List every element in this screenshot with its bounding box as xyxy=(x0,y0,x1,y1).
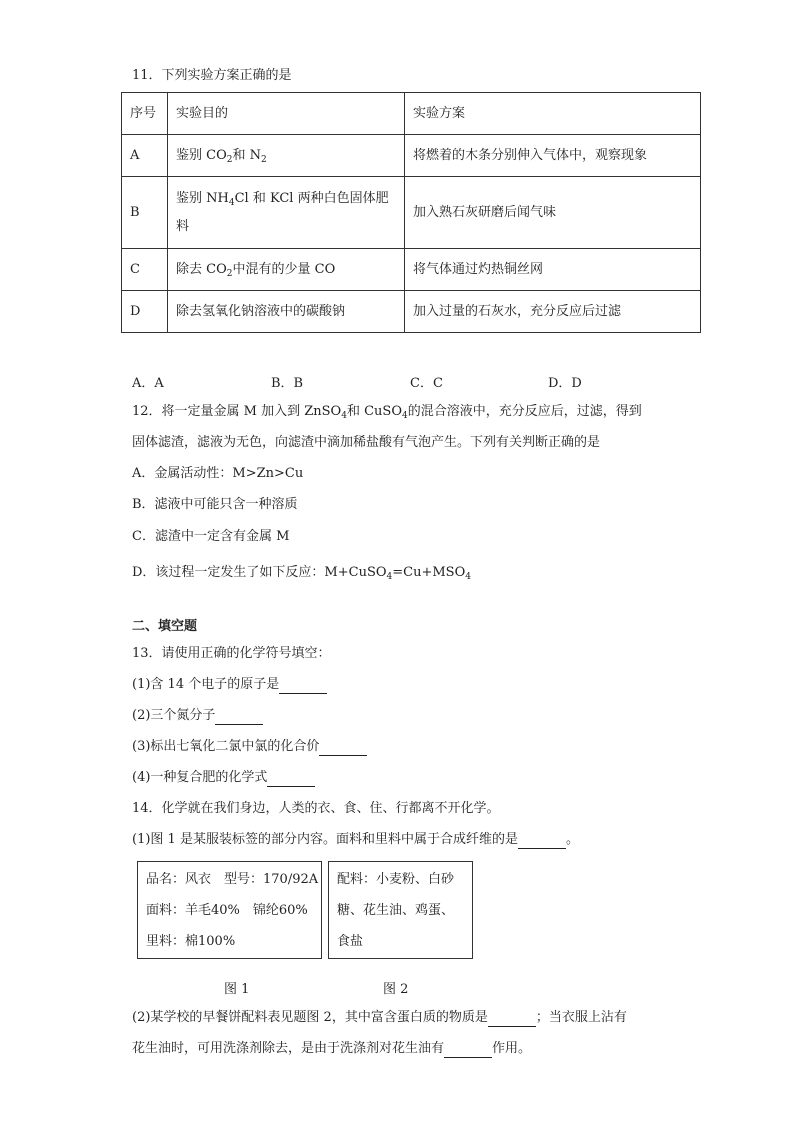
q12-option-d: D．该过程一定发生了如下反应：$M+CuSO_4=Cu+MSO_4$ xyxy=(132,565,471,582)
row-id: B xyxy=(122,177,168,249)
q14-part2-line1: (2)某学校的早餐饼配料表见题图 2，其中富含蛋白质的物质是 ；当衣服上沾有 xyxy=(132,1010,627,1025)
section-title: 二、填空题 xyxy=(132,619,198,634)
q12-option-b: B．滤液中可能只含一种溶质 xyxy=(132,497,298,512)
option-b: B．B xyxy=(271,376,304,391)
row-purpose: 除去氢氧化钠溶液中的碳酸钠 xyxy=(168,291,405,333)
q12-option-c: C．滤渣中一定含有金属 M xyxy=(132,529,290,544)
row-id: D xyxy=(122,291,168,333)
answer-blank xyxy=(279,679,327,694)
q13-item-2: (2)三个氮分子 xyxy=(132,707,263,725)
row-plan: 加入熟石灰研磨后闻气味 xyxy=(405,177,701,249)
row-plan: 将燃着的木条分别伸入气体中，观察现象 xyxy=(405,135,701,177)
q12-option-a: A．金属活动性：M>Zn>Cu xyxy=(132,466,304,481)
q11-options xyxy=(132,372,692,390)
experiment-table xyxy=(121,92,701,333)
answer-blank xyxy=(267,772,315,787)
label-line: 面料：羊毛40% 锦纶60% xyxy=(146,903,308,918)
figure-1-caption: 图 1 xyxy=(224,982,250,997)
q13-item-4: (4)一种复合肥的化学式 xyxy=(132,769,315,787)
recipe-line: 配料：小麦粉、白砂 xyxy=(337,872,455,887)
label-line: 品名：风衣 型号：170/92A xyxy=(146,872,319,887)
q12-stem-line1: 12．将一定量金属 M 加入到 ZnSO$_4$和 CuSO$_4$的混合溶液中，充分反应后，过滤，得到 xyxy=(132,404,642,421)
recipe-line: 糖、花生油、鸡蛋、 xyxy=(337,903,455,918)
header-cell-purpose: 实验目的 xyxy=(168,93,405,135)
answer-blank xyxy=(319,741,367,756)
answer-blank xyxy=(488,1012,536,1027)
row-id: A xyxy=(122,135,168,177)
label-line: 里料：棉100% xyxy=(146,934,236,949)
q14-part1: (1)图 1 是某服装标签的部分内容。面料和里料中属于合成纤维的是 。 xyxy=(132,832,579,847)
q13-item-3: (3)标出七氧化二氯中氯的化合价 xyxy=(132,738,367,756)
table-row xyxy=(122,249,701,291)
answer-blank xyxy=(518,834,566,849)
table-row xyxy=(122,291,701,333)
header-cell-id: 序号 xyxy=(122,93,168,135)
table-row xyxy=(122,135,701,177)
recipe-line: 食盐 xyxy=(337,934,364,949)
row-id: C xyxy=(122,249,168,291)
header-cell-plan: 实验方案 xyxy=(405,93,701,135)
q14-part2-line2: 花生油时，可用洗涤剂除去，是由于洗涤剂对花生油有 作用。 xyxy=(132,1041,532,1056)
q14-stem: 14．化学就在我们身边，人类的衣、食、住、行都离不开化学。 xyxy=(132,801,500,816)
row-purpose: 除去 $CO_2$中混有的少量 CO xyxy=(168,249,405,291)
row-plan: 加入过量的石灰水，充分反应后过滤 xyxy=(405,291,701,333)
q13-stem: 13．请使用正确的化学符号填空： xyxy=(132,646,331,661)
option-a: A．A xyxy=(132,376,164,391)
row-plan: 将气体通过灼热铜丝网 xyxy=(405,249,701,291)
row-purpose: 鉴别 $NH_4Cl$ 和 KCl 两种白色固体肥料 xyxy=(168,177,405,249)
recipe-box xyxy=(328,861,473,959)
option-d: D．D xyxy=(548,376,582,391)
q11-stem: 11．下列实验方案正确的是 xyxy=(132,68,292,83)
answer-blank xyxy=(444,1043,492,1058)
figure-2-caption: 图 2 xyxy=(383,982,409,997)
row-purpose: 鉴别 $CO_2$和 $N_2$ xyxy=(168,135,405,177)
q12-stem-line2: 固体滤渣，滤液为无色，向滤渣中滴加稀盐酸有气泡产生。下列有关判断正确的是 xyxy=(132,435,601,450)
table-header-row xyxy=(122,93,701,135)
option-c: C．C xyxy=(410,376,443,391)
answer-blank xyxy=(215,710,263,725)
q13-item-1: (1)含 14 个电子的原子是 xyxy=(132,676,327,694)
clothing-label-box xyxy=(137,861,322,959)
table-row xyxy=(122,177,701,249)
